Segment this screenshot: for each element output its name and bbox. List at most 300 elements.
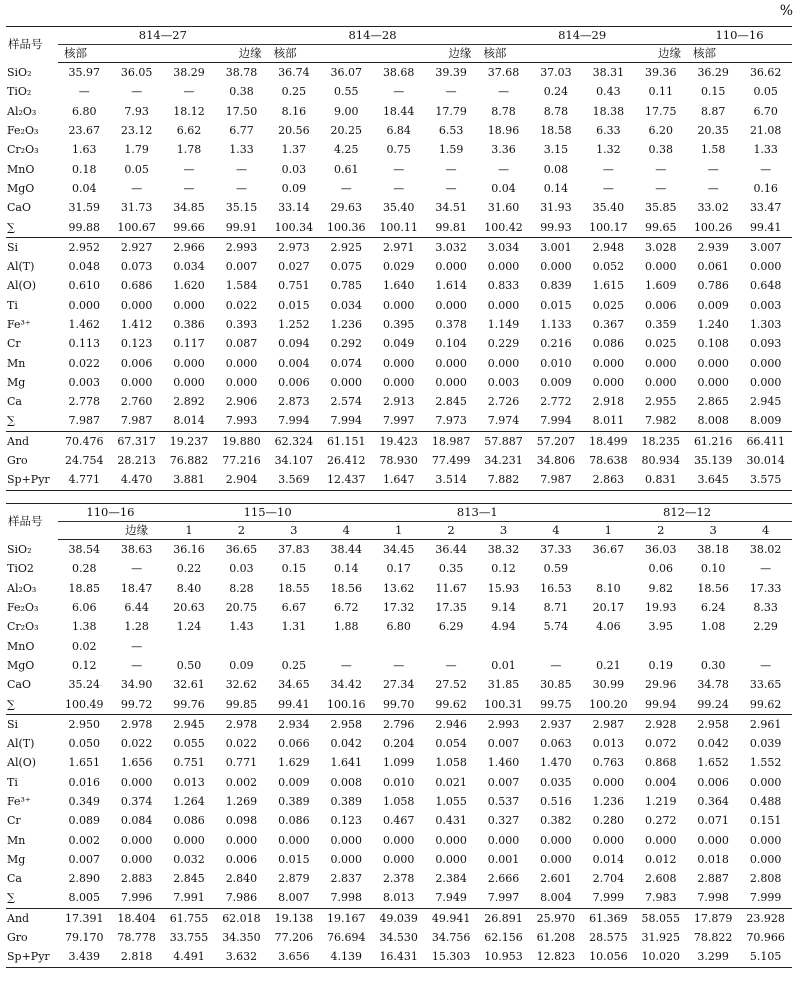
cell-value: 12.823 <box>530 947 582 967</box>
cell-value: 99.94 <box>635 694 687 714</box>
cell-value: 6.29 <box>438 620 464 634</box>
cell-value: — <box>131 658 143 672</box>
core-label: 核部 <box>58 45 163 63</box>
cell-value: 0.072 <box>645 737 677 751</box>
cell-value: 34.107 <box>274 454 314 468</box>
row-label: Si <box>7 717 19 731</box>
cell-value: 0.000 <box>749 260 782 274</box>
cell-value: 7.994 <box>268 411 320 431</box>
cell-value: 25.970 <box>536 911 576 925</box>
cell-value: 2.937 <box>540 717 572 731</box>
group-header-row <box>6 504 792 522</box>
table-row <box>6 431 792 451</box>
cell-value: 0.054 <box>435 737 467 751</box>
cell-value: 2.378 <box>382 872 415 886</box>
cell-value: 4.491 <box>163 947 215 967</box>
cell-value: 1.240 <box>697 318 729 331</box>
table-row <box>6 82 792 101</box>
cell-value: 4.139 <box>320 947 372 967</box>
cell-value: 6.80 <box>386 620 411 634</box>
cell-value: 13.62 <box>382 581 415 595</box>
cell-value: 1.303 <box>749 318 782 331</box>
cell-value: 2.950 <box>68 717 100 731</box>
cell-value: 27.52 <box>435 678 467 692</box>
cell-value: — <box>498 85 510 99</box>
cell-value: 0.050 <box>68 737 100 751</box>
row-label: Ti <box>7 775 18 789</box>
cell-value: — <box>393 162 405 176</box>
cell-value: 34.45 <box>382 543 415 557</box>
cell-value: 7.974 <box>477 411 529 431</box>
cell-value: 34.806 <box>536 454 576 468</box>
cell-value: — <box>340 181 352 195</box>
table-row <box>6 451 792 470</box>
cell-value: 2.971 <box>382 240 415 254</box>
table-row <box>6 63 792 83</box>
cell-value: — <box>78 85 90 99</box>
table-row <box>6 296 792 315</box>
cell-value: 77.216 <box>222 454 261 468</box>
cell-value: 8.16 <box>281 104 307 118</box>
cell-value: — <box>235 162 247 176</box>
cell-value: 0.035 <box>540 775 572 789</box>
sample-group-header: 110—16 <box>58 504 163 522</box>
cell-value: 0.117 <box>173 337 205 351</box>
row-label: Al(T) <box>7 260 35 274</box>
cell-value: 33.02 <box>697 201 729 215</box>
sample-group-header: 115—10 <box>163 504 373 522</box>
cell-value: 0.367 <box>592 318 625 331</box>
cell-value: 1.37 <box>281 143 307 157</box>
cell-value: 7.987 <box>110 411 162 431</box>
cell-value: 2.608 <box>645 872 677 886</box>
cell-value: 6.77 <box>229 124 254 138</box>
sample-group-header: 812—12 <box>582 504 792 522</box>
cell-value: 0.75 <box>386 143 411 157</box>
cell-value: 2.887 <box>697 872 729 886</box>
sub-column-label: 2 <box>425 522 477 540</box>
cell-value: 0.537 <box>487 795 520 808</box>
cell-value: 28.575 <box>589 931 628 945</box>
cell-value: 0.006 <box>278 375 310 389</box>
cell-value: 39.39 <box>435 66 467 80</box>
cell-value: 0.010 <box>382 775 415 789</box>
cell-value: 0.087 <box>225 337 258 351</box>
cell-value: 0.763 <box>592 756 625 770</box>
cell-value: 0.786 <box>697 279 729 293</box>
row-label: Cr <box>7 814 21 828</box>
cell-value: 15.303 <box>425 947 477 967</box>
cell-value: 20.17 <box>592 601 625 615</box>
cell-value: 36.16 <box>173 543 205 557</box>
row-label: TiO₂ <box>7 85 32 99</box>
cell-value: 0.831 <box>635 470 687 490</box>
cell-value: 0.006 <box>120 356 153 370</box>
cell-value <box>372 636 424 655</box>
cell-value: 15.93 <box>487 581 520 595</box>
cell-value: 6.72 <box>334 601 359 615</box>
cell-value: 2.918 <box>592 395 625 409</box>
table-row <box>6 411 792 431</box>
cell-value: 2.384 <box>435 872 467 886</box>
cell-value: 31.60 <box>487 201 520 215</box>
sub-column-label: 2 <box>215 522 267 540</box>
cell-value: 0.000 <box>645 260 677 274</box>
row-label: Al(O) <box>7 756 37 770</box>
cell-value: 1.59 <box>438 143 464 157</box>
cell-value: 38.02 <box>749 543 782 557</box>
cell-value: 0.000 <box>225 833 258 847</box>
row-label: MnO <box>7 639 35 653</box>
cell-value: 99.88 <box>58 217 110 237</box>
table-row <box>6 102 792 121</box>
cell-value: 1.08 <box>700 620 726 634</box>
cell-value: 24.754 <box>64 454 104 468</box>
table-row <box>6 675 792 694</box>
cell-value: — <box>131 639 143 653</box>
cell-value: — <box>235 181 247 195</box>
cell-value: 7.999 <box>739 888 792 908</box>
cell-value: 78.822 <box>693 931 733 945</box>
table-row <box>6 694 792 714</box>
cell-value: 100.36 <box>320 217 372 237</box>
sub-column-label <box>58 522 110 540</box>
cell-value: 3.028 <box>645 240 677 254</box>
cell-value: 0.751 <box>278 279 310 293</box>
cell-value: 21.08 <box>749 124 782 138</box>
cell-value: 37.68 <box>487 66 520 80</box>
cell-value: 0.08 <box>543 162 569 176</box>
cell-value: 0.123 <box>120 337 153 351</box>
row-label: And <box>7 434 30 448</box>
cell-value: 0.022 <box>225 298 258 312</box>
cell-value: 0.003 <box>68 375 100 389</box>
cell-value: 0.000 <box>173 375 205 389</box>
cell-value: 2.945 <box>749 395 782 409</box>
cell-value: 0.18 <box>71 162 97 176</box>
row-label: Al(T) <box>7 737 35 751</box>
table-row <box>6 121 792 140</box>
cell-value: 12.437 <box>320 470 372 490</box>
cell-value: 0.292 <box>330 337 363 351</box>
cell-value: 0.38 <box>648 143 674 157</box>
cell-value: 0.15 <box>700 85 726 99</box>
cell-value: — <box>183 162 195 176</box>
row-label: Fe³⁺ <box>7 795 31 808</box>
cell-value: 100.42 <box>477 217 529 237</box>
table-row <box>6 869 792 888</box>
cell-value: 2.958 <box>330 717 363 731</box>
cell-value: 7.999 <box>582 888 634 908</box>
cell-value: 34.530 <box>379 931 418 945</box>
cell-value: 100.16 <box>320 694 372 714</box>
cell-value: 0.000 <box>382 298 415 312</box>
cell-value: 29.63 <box>330 201 363 215</box>
cell-value: 2.760 <box>120 395 153 409</box>
cell-value: 1.462 <box>68 318 100 331</box>
cell-value: — <box>760 562 772 576</box>
cell-value: 0.389 <box>278 795 310 808</box>
cell-value: 1.460 <box>487 756 520 770</box>
cell-value: 0.009 <box>697 298 729 312</box>
cell-value: 1.236 <box>592 795 625 808</box>
cell-value: 70.476 <box>64 434 104 448</box>
sub-column-label: 边缘 <box>110 522 162 540</box>
cell-value: 3.36 <box>491 143 516 157</box>
row-label: Ca <box>7 872 22 886</box>
cell-value: 7.93 <box>124 104 149 118</box>
cell-value <box>582 559 634 578</box>
cell-value: 33.755 <box>169 931 209 945</box>
cell-value: 38.63 <box>120 543 153 557</box>
cell-value: 0.000 <box>173 298 205 312</box>
cell-value: 19.167 <box>327 911 366 925</box>
cell-value: 0.000 <box>173 833 205 847</box>
cell-value: 38.68 <box>382 66 415 80</box>
table-row <box>6 947 792 967</box>
cell-value: 0.05 <box>753 85 778 99</box>
table-row <box>6 179 792 198</box>
cell-value: 0.104 <box>435 337 467 351</box>
cell-value: 0.042 <box>330 737 363 751</box>
cell-value: 0.839 <box>540 279 572 293</box>
table-row <box>6 734 792 753</box>
cell-value: 0.610 <box>68 279 100 293</box>
cell-value: 57.207 <box>536 434 576 448</box>
rim-label: 边缘 <box>163 45 268 63</box>
cell-value: 5.105 <box>739 947 792 967</box>
cell-value: 6.80 <box>71 104 97 118</box>
table-row <box>6 908 792 928</box>
cell-value: 0.000 <box>749 375 782 389</box>
cell-value: 0.000 <box>540 852 572 866</box>
cell-value: 7.973 <box>425 411 477 431</box>
cell-value: 1.24 <box>176 620 202 634</box>
cell-value: 0.000 <box>382 356 415 370</box>
cell-value: 36.03 <box>645 543 677 557</box>
cell-value: 36.29 <box>697 66 729 80</box>
cell-value: 19.423 <box>379 434 418 448</box>
table-row <box>6 276 792 295</box>
row-label: MgO <box>7 181 35 195</box>
cell-value: 0.012 <box>645 852 677 866</box>
cell-value: 0.034 <box>173 260 205 274</box>
cell-value: 2.879 <box>278 872 310 886</box>
cell-value: 0.488 <box>749 795 782 808</box>
table-row <box>6 540 792 560</box>
cell-value: 19.880 <box>222 434 261 448</box>
cell-value: 6.33 <box>596 124 621 138</box>
cell-value: 100.34 <box>268 217 320 237</box>
sub-column-label: 3 <box>477 522 529 540</box>
cell-value: 67.317 <box>117 434 156 448</box>
cell-value: 2.993 <box>225 240 258 254</box>
cell-value: 4.94 <box>491 620 516 634</box>
cell-value: 30.99 <box>592 678 625 692</box>
cell-value: 1.43 <box>229 620 254 634</box>
table-row <box>6 392 792 411</box>
cell-value: 0.61 <box>334 162 359 176</box>
cell-value: 37.33 <box>540 543 572 557</box>
table-row <box>6 373 792 392</box>
cell-value: 78.778 <box>117 931 156 945</box>
cell-value: 0.086 <box>278 814 310 828</box>
cell-value: 17.50 <box>225 104 258 118</box>
row-label: SiO₂ <box>7 65 32 79</box>
cell-value: 32.61 <box>173 678 205 692</box>
cell-value: 0.002 <box>68 833 100 847</box>
cell-value: 7.997 <box>477 888 529 908</box>
cell-value: 99.24 <box>687 694 739 714</box>
cell-value: 36.44 <box>435 543 467 557</box>
cell-value: 18.55 <box>278 581 310 595</box>
cell-value: 0.000 <box>487 356 520 370</box>
cell-value: 17.35 <box>435 601 467 615</box>
row-label: ∑ <box>6 694 58 714</box>
cell-value: 3.575 <box>739 470 792 490</box>
cell-value: 18.47 <box>120 581 153 595</box>
cell-value: — <box>445 658 457 672</box>
cell-value: 1.269 <box>225 795 258 808</box>
cell-value: 0.108 <box>697 337 729 351</box>
cell-value: 0.000 <box>120 852 153 866</box>
cell-value: 0.016 <box>68 775 100 789</box>
cell-value: 66.411 <box>746 434 785 448</box>
cell-value: 0.771 <box>225 756 258 770</box>
cell-value: 17.75 <box>645 104 677 118</box>
cell-value: 0.000 <box>225 356 258 370</box>
cell-value: 77.206 <box>274 931 314 945</box>
cell-value: 1.058 <box>435 756 467 770</box>
cell-value: 61.208 <box>536 931 576 945</box>
cell-value: 62.018 <box>222 911 261 925</box>
cell-value: 23.67 <box>68 124 100 138</box>
cell-value: 0.24 <box>543 85 569 99</box>
cell-value: 2.796 <box>382 717 415 731</box>
cell-value: 36.07 <box>330 66 363 80</box>
cell-value: 7.882 <box>477 470 529 490</box>
cell-value: 0.16 <box>753 181 778 195</box>
cell-value: 0.025 <box>645 337 677 351</box>
cell-value: — <box>445 181 457 195</box>
cell-value: 7.986 <box>215 888 267 908</box>
cell-value: 1.640 <box>382 279 415 293</box>
table-row <box>6 753 792 772</box>
cell-value: 0.018 <box>697 852 729 866</box>
cell-value: 7.998 <box>687 888 739 908</box>
cell-value: 0.000 <box>592 375 625 389</box>
cell-value: 0.048 <box>68 260 100 274</box>
cell-value: 7.949 <box>425 888 477 908</box>
table-row <box>6 773 792 792</box>
cell-value: 1.652 <box>697 756 729 770</box>
cell-value: 8.011 <box>582 411 634 431</box>
cell-value: 1.584 <box>225 279 258 293</box>
cell-value: 31.59 <box>68 201 100 215</box>
cell-value: 38.78 <box>225 66 258 80</box>
row-label: CaO <box>7 678 31 692</box>
cell-value: 99.85 <box>215 694 267 714</box>
cell-value: 0.272 <box>645 814 677 828</box>
sub-column-label: 1 <box>372 522 424 540</box>
cell-value: 2.961 <box>749 717 782 731</box>
cell-value: 0.000 <box>120 775 153 789</box>
cell-value: 34.350 <box>222 931 261 945</box>
cell-value: 2.890 <box>68 872 100 886</box>
cell-value: 3.299 <box>687 947 739 967</box>
cell-value: 0.007 <box>487 775 520 789</box>
cell-value: 3.881 <box>163 470 215 490</box>
sub-column-label: 1 <box>163 522 215 540</box>
cell-value: 0.395 <box>382 318 415 331</box>
cell-value: 0.686 <box>120 279 153 293</box>
cell-value <box>268 636 320 655</box>
cell-value: 2.966 <box>173 240 205 254</box>
cell-value: 2.845 <box>173 872 205 886</box>
cell-value: 18.12 <box>173 104 205 118</box>
cell-value: 0.01 <box>491 658 516 672</box>
cell-value: 3.007 <box>749 240 782 254</box>
cell-value: 1.055 <box>435 795 467 808</box>
cell-value: 1.88 <box>334 620 359 634</box>
cell-value: 0.204 <box>382 737 415 751</box>
cell-value: 2.958 <box>697 717 729 731</box>
cell-value: 8.40 <box>176 581 202 595</box>
cell-value: 62.156 <box>484 931 523 945</box>
cell-value: 2.928 <box>645 717 677 731</box>
cell-value: 8.87 <box>700 104 726 118</box>
cell-value: 18.987 <box>431 434 471 448</box>
cell-value: 7.987 <box>530 470 582 490</box>
cell-value: 6.62 <box>176 124 202 138</box>
cell-value: 0.000 <box>645 356 677 370</box>
cell-value: — <box>393 181 405 195</box>
cell-value: 0.55 <box>334 85 359 99</box>
row-label: Mn <box>7 833 26 847</box>
row-label: Ti <box>7 298 18 312</box>
cell-value: 78.638 <box>589 454 628 468</box>
cell-value: 0.086 <box>173 814 205 828</box>
table-row <box>6 617 792 636</box>
cell-value: 0.098 <box>225 814 258 828</box>
cell-value: 35.139 <box>693 454 733 468</box>
cell-value: 61.369 <box>589 911 628 925</box>
cell-value: 100.17 <box>582 217 634 237</box>
cell-value: 2.726 <box>487 395 520 409</box>
cell-value: 6.70 <box>753 104 778 118</box>
cell-value: 0.349 <box>68 795 100 808</box>
cell-value: 0.000 <box>435 375 467 389</box>
cell-value: 8.71 <box>543 601 569 615</box>
cell-value: 0.066 <box>278 737 310 751</box>
cell-value: 7.994 <box>530 411 582 431</box>
cell-value: 2.772 <box>540 395 572 409</box>
row-label: Fe₂O₃ <box>7 601 39 615</box>
row-label: MnO <box>7 162 35 176</box>
cell-value: 20.25 <box>330 124 363 138</box>
cell-value: — <box>550 658 562 672</box>
cell-value: 0.000 <box>592 833 625 847</box>
table-row <box>6 850 792 869</box>
cell-value: 0.089 <box>68 814 100 828</box>
cell-value <box>582 636 634 655</box>
cell-value: 0.003 <box>749 298 782 312</box>
cell-value: 19.93 <box>645 601 677 615</box>
cell-value: 99.62 <box>739 694 792 714</box>
row-label: MgO <box>7 658 35 672</box>
cell-value: 31.925 <box>641 931 680 945</box>
cell-value: 0.029 <box>382 260 415 274</box>
